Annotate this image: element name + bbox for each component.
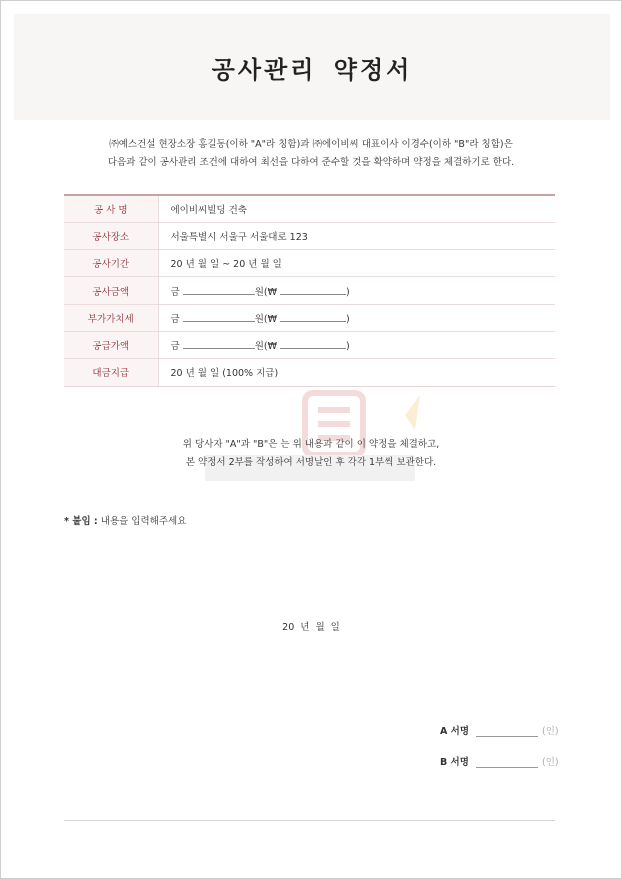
amount-won-blank[interactable] <box>280 285 346 295</box>
supply-suffix: ) <box>346 341 350 353</box>
agreement-line-2: 본 약정서 2부를 작성하여 서명날인 후 각각 1부씩 보관한다. <box>185 457 437 468</box>
row-label: 공 사 명 <box>64 195 158 222</box>
row-label: 부가가치세 <box>64 304 158 331</box>
row-label: 공급가액 <box>64 331 158 358</box>
contract-info-table <box>64 194 555 387</box>
amount-field[interactable] <box>158 277 555 304</box>
table-row <box>64 304 555 331</box>
intro-line-2: 다음과 같이 공사관리 조건에 대하여 최선을 다하여 준수할 것을 확약하며 약정을 체결하기로 한다. <box>107 157 515 168</box>
table-row <box>64 331 555 358</box>
row-label: 공사장소 <box>64 222 158 249</box>
supply-prefix: 금 <box>170 341 180 353</box>
table-row <box>64 277 555 304</box>
seal-mark-a: (인) <box>542 726 559 737</box>
signature-a <box>440 723 559 737</box>
signature-b <box>440 754 559 768</box>
title-band <box>14 14 610 120</box>
amount-prefix: 금 <box>170 286 180 298</box>
attachment-note <box>64 513 186 527</box>
row-label: 대금지급 <box>64 359 158 386</box>
row-value[interactable]: 20 년 월 일 ~ 20 년 월 일 <box>158 250 555 277</box>
attachment-text[interactable]: 내용을 입력해주세요 <box>100 516 187 527</box>
row-value[interactable]: 20 년 월 일 (100% 지급) <box>170 368 279 380</box>
signer-label-b: B 서명 <box>440 757 469 768</box>
seal-mark-b: (인) <box>542 757 559 768</box>
vat-prefix: 금 <box>170 313 180 325</box>
vat-blank[interactable] <box>183 312 255 322</box>
row-value[interactable]: 서울특별시 서울구 서울대로 123 <box>158 222 555 249</box>
supply-field[interactable] <box>158 331 555 358</box>
intro-paragraph <box>40 136 582 172</box>
amount-mid: 원(₩ <box>254 286 277 298</box>
table-row <box>64 195 555 222</box>
signing-date[interactable]: 20 년 월 일 <box>282 622 340 633</box>
vat-mid: 원(₩ <box>254 313 277 325</box>
attachment-label: * 붙임 : <box>64 516 98 527</box>
vat-suffix: ) <box>346 313 350 325</box>
supply-blank[interactable] <box>183 339 255 349</box>
amount-suffix: ) <box>346 286 350 298</box>
table-row <box>64 359 555 386</box>
vat-won-blank[interactable] <box>280 312 346 322</box>
row-value[interactable]: 에이비씨빌딩 건축 <box>158 195 555 222</box>
intro-line-1: ㈜예스건설 현장소장 홍길동(이하 "A"라 칭함)과 ㈜에이비씨 대표이사 이경수(이하 "B"라 칭함)은 <box>109 139 513 150</box>
bottom-divider <box>64 820 555 821</box>
signer-label-a: A 서명 <box>440 726 470 737</box>
signature-line-b[interactable] <box>476 757 538 768</box>
row-label: 공사금액 <box>64 277 158 304</box>
supply-mid: 원(₩ <box>254 341 277 353</box>
table-row <box>64 222 555 249</box>
document-title: 공사관리 약정서 <box>211 55 413 84</box>
supply-won-blank[interactable] <box>280 339 346 349</box>
row-label: 공사기간 <box>64 250 158 277</box>
vat-field[interactable] <box>158 304 555 331</box>
table-row <box>64 250 555 277</box>
signature-line-a[interactable] <box>476 726 538 737</box>
agreement-line-1: 위 당사자 "A"과 "B"은 는 위 내용과 같이 이 약정을 체결하고, <box>182 439 440 450</box>
amount-blank[interactable] <box>183 285 255 295</box>
agreement-paragraph <box>40 436 582 472</box>
